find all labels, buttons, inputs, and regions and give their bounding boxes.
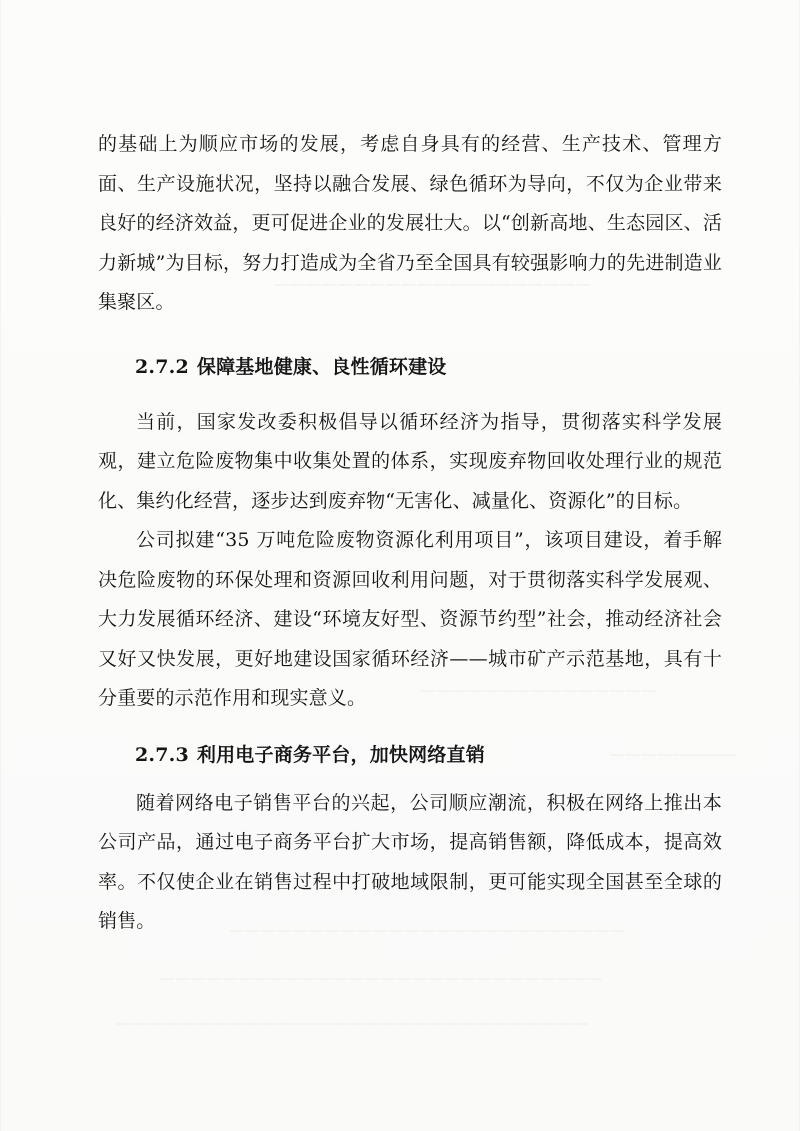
section-number: 2.7.3 [135,743,189,766]
heading-spacing [98,775,722,784]
section-2-7-2 [98,347,722,719]
heading-spacing [98,387,722,403]
document-content [98,125,722,942]
show-through-text: ▔▔▔▔▔▔▔▔▔▔▔▔▔▔▔ [420,690,658,711]
scan-edge-left [0,0,1,1131]
show-through-text: ▔▔▔▔▔▔▔▔▔▔▔▔▔▔▔▔▔▔▔▔▔▔▔▔▔▔▔▔▔▔ [115,1023,591,1044]
show-through-text: ▔▔▔▔▔▔▔▔▔▔▔▔▔▔▔▔▔▔▔▔▔▔▔▔▔ [230,930,627,951]
section-number: 2.7.2 [135,355,189,378]
section-spacing [98,323,722,347]
section-spacing [98,719,722,735]
show-through-text: ▔▔▔▔▔▔▔▔ [610,754,737,775]
section-title: 利用电子商务平台，加快网络直销 [196,743,485,766]
section-paragraph: 随着网络电子销售平台的兴起，公司顺应潮流，积极在网络上推出本公司产品，通过电子商务平台扩大市场，提高销售额，降低成本，提高效率。不仅使企业在销售过程中打破地域限制，更可能实现全国甚至全球的销售。 [98,791,722,932]
section-heading-2-7-3 [98,735,722,775]
section-heading-2-7-2 [98,347,722,387]
section-title: 保障基地健康、良性循环建设 [196,355,447,378]
section-2-7-3 [98,735,722,942]
section-paragraph: 公司拟建“35 万吨危险废物资源化利用项目”，该项目建设，着手解决危险废物的环保处理和资源回收利用问题，对于贯彻落实科学发展观、大力发展循环经济、建设“环境友好型、资源节约型”社会，推动经济社会又好又快发展，更好地建设国家循环经济——城市矿产示范基地，具有十分重要的示范作用和现实意义。 [98,529,722,709]
show-through-text: ▔▔▔▔▔▔▔▔▔▔▔▔▔▔▔▔▔▔▔▔▔▔▔▔▔▔▔▔ [160,978,604,999]
section-paragraph: 当前，国家发改委积极倡导以循环经济为指导，贯彻落实科学发展观，建立危险废物集中收集处置的体系，实现废弃物回收处理行业的规范化、集约化经营，逐步达到废弃物“无害化、减量化、资源化”的目标。 [98,410,722,512]
show-through-text: ▔▔▔▔▔▔▔▔▔▔▔▔▔▔▔▔▔▔▔▔ [275,284,592,305]
intro-paragraph: 的基础上为顺应市场的发展，考虑自身具有的经营、生产技术、管理方面、生产设施状况，坚持以融合发展、绿色循环为导向，不仅为企业带来良好的经济效益，更可促进企业的发展壮大。以“创新高地、生态园区、活力新城”为目标，努力打造成为全省乃至全国具有较强影响力的先进制造业集聚区。 [98,133,722,313]
